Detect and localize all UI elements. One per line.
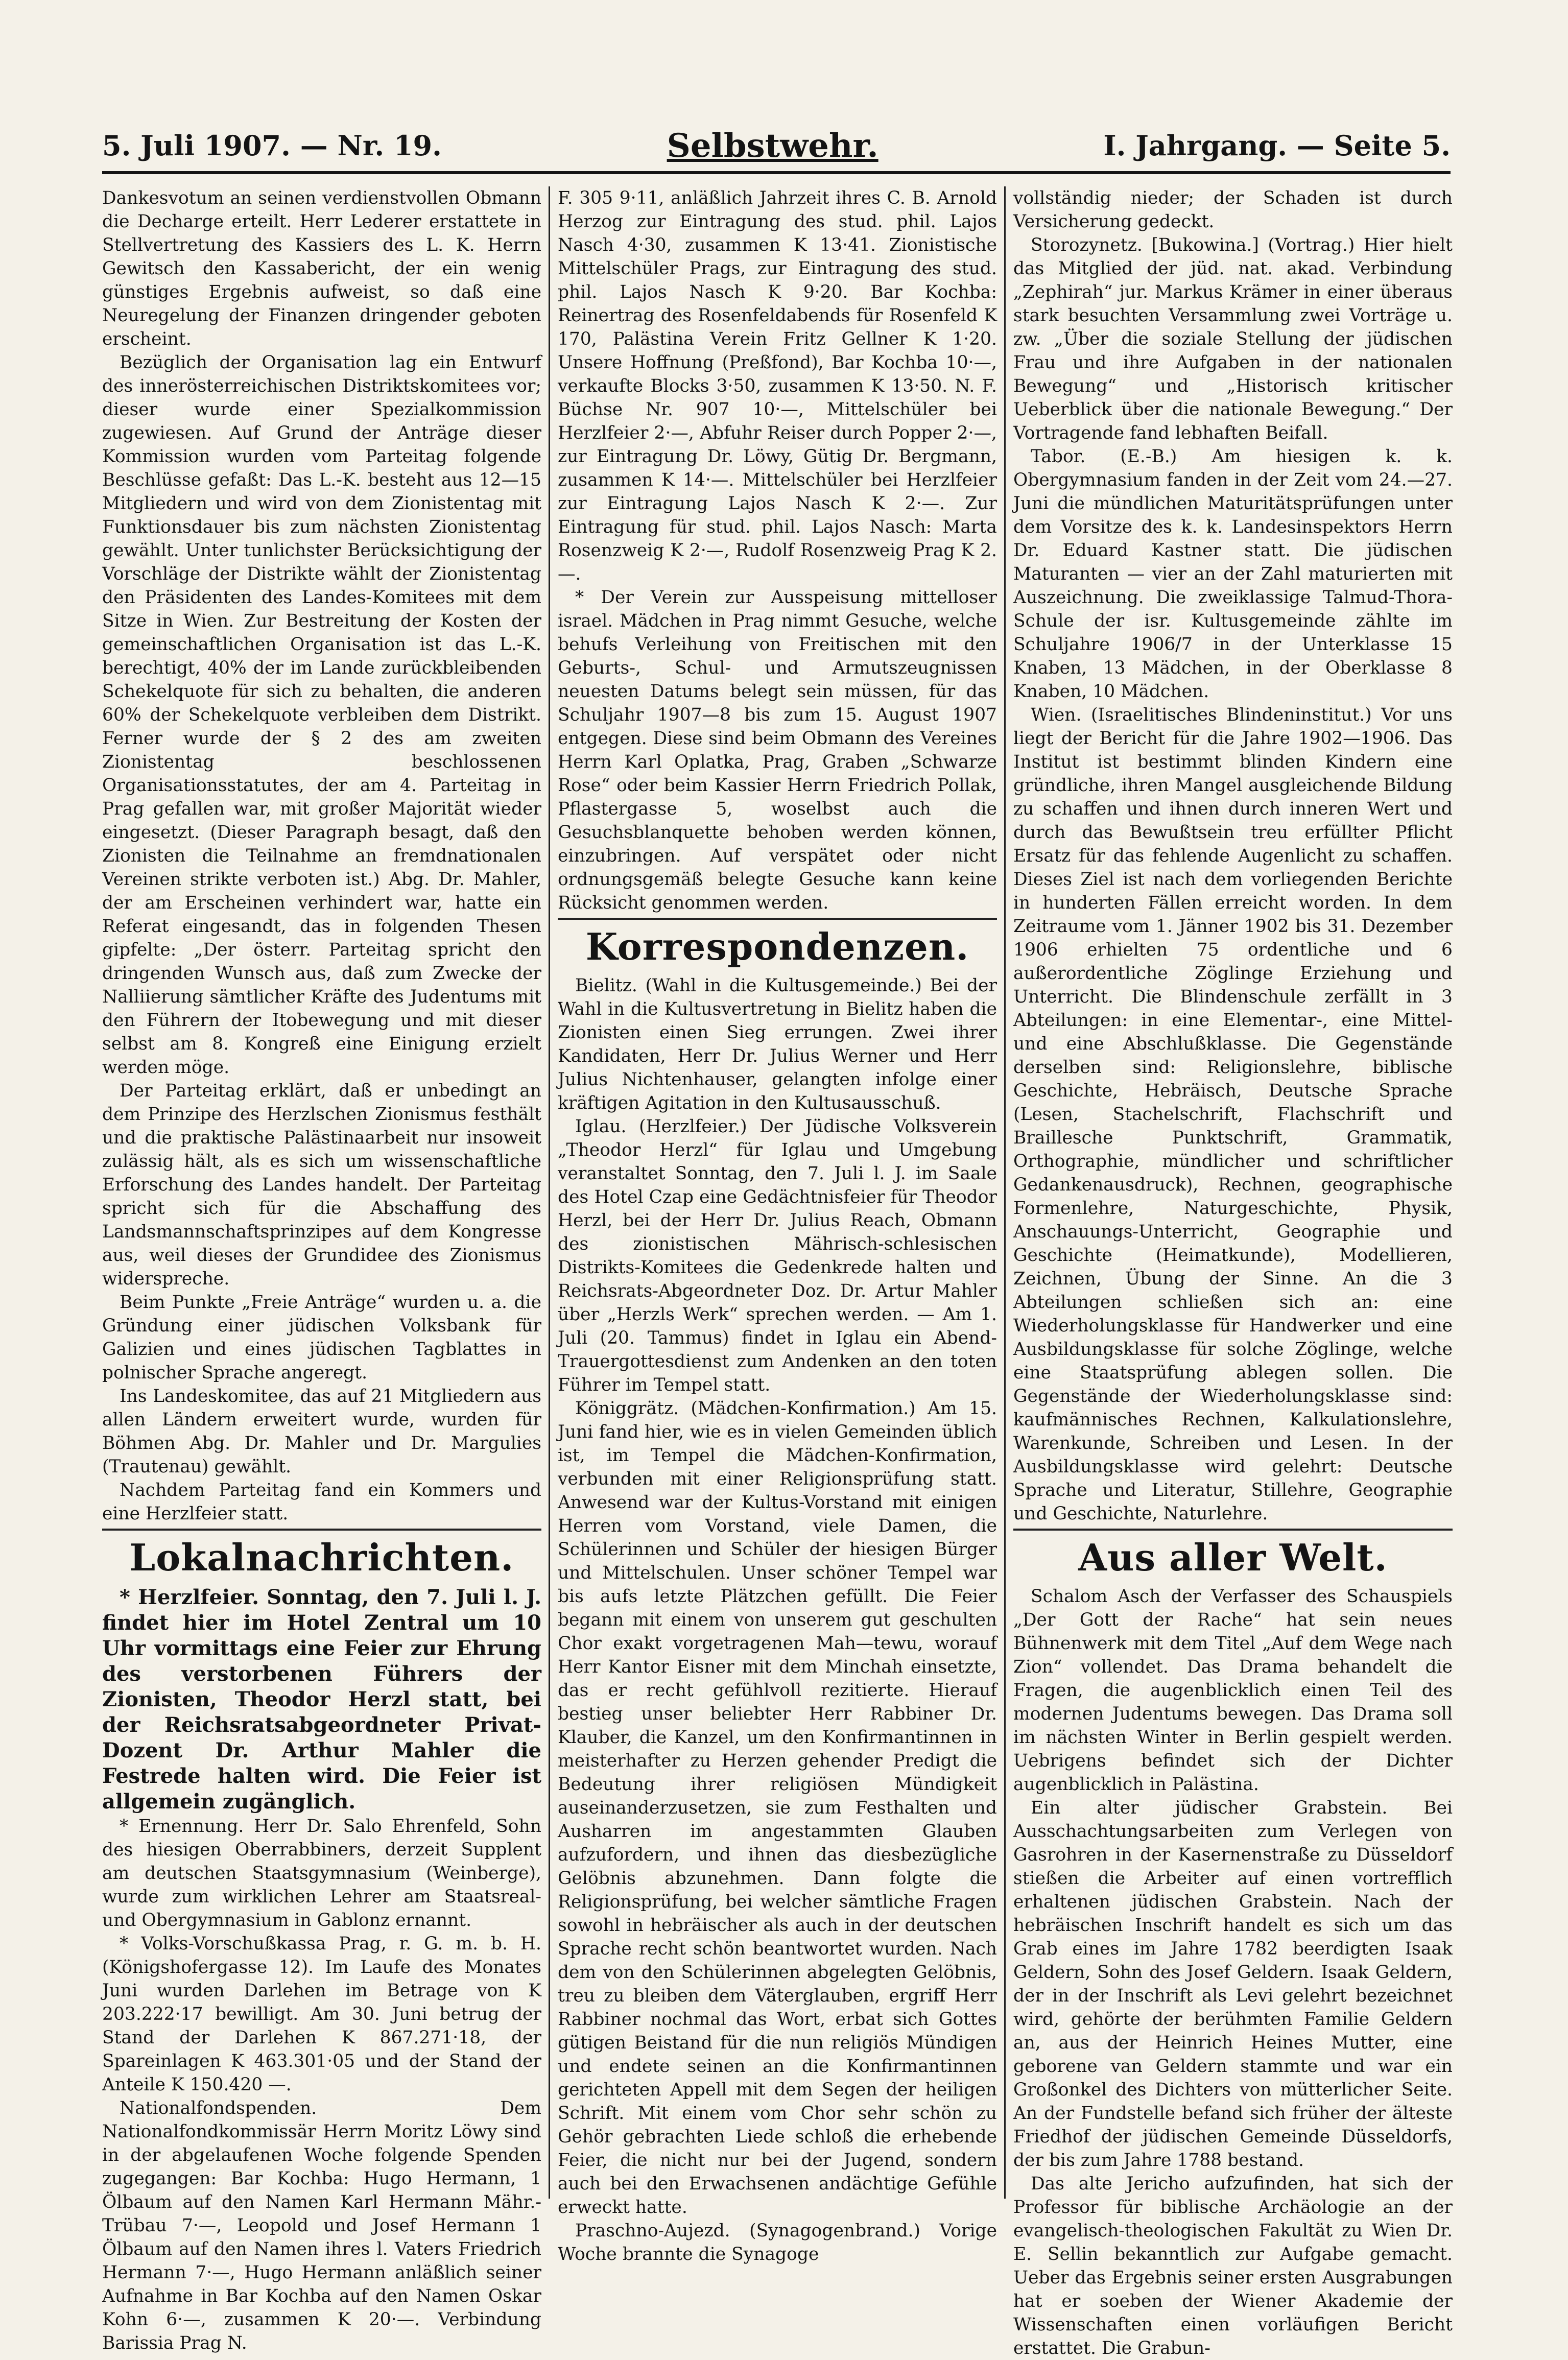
- column-2: [558, 186, 997, 2264]
- news-item-nationalfondspenden: Nationalfondspenden. Dem Nationalfondkommissär Herrn Moritz Löwy sind in der abgelaufenen Woche folgende Spenden zugegangen: Bar Kochba: Hugo Hermann, 1 Ölbaum auf den Namen Karl Hermann Mähr.-Trübau 7·—, Leopold und Josef Hermann 1 Ölbaum auf den Namen ihres l. Vaters Friedrich Hermann 7·—, Hugo Hermann anläßlich seiner Aufnahme in Bar Kochba auf den Namen Oskar Kohn 6·—, zusammen K 20·—. Verbindung Barissia Prag N.: [102, 2098, 541, 2353]
- correspondence-koeniggraetz: Königgrätz. (Mädchen-Konfirmation.) Am 15. Juni fand hier, wie es in vielen Gemeinden üblich ist, im Tempel die Mädchen-Konfirmation, verbunden mit einer Religionsprüfung statt. Anwesend war der Kultus-Vorstand mit einigen Herren vom Vorstand, viele Damen, die Schülerinnen und Schüler der hiesigen Bürger und Mittelschulen. Unser schöner Tempel war bis aufs letzte Plätzchen gefüllt. Die Feier begann mit einem von unserem gut geschulten Chor exakt vorgetragenen Mah—tewu, worauf Herr Kantor Eisner mit dem Minchah einsetzte, das er recht gefühlvoll rezitierte. Hierauf bestieg unser beliebter Herr Rabbiner Dr. Klauber, die Kanzel, um den Konfirmantinnen in meisterhafter zu Herzen gehender Predigt die Bedeutung ihrer religiösen Mündigkeit auseinanderzusetzen, sie zum Festhalten und Ausharren im angestammten Glauben aufzufordern, und ihnen das diesbezügliche Gelöbnis abzunehmen. Dann folgte die Religionsprüfung, bei welcher sämtliche Fragen sowohl in hebräischer als auch in der deutschen Sprache recht schön beantwortet wurden. Nach dem von den Schülerinnen abgelegten Gelöbnis, treu zu bleiben dem Väterglauben, ergriff Herr Rabbiner nochmal das Wort, erbat sich Gottes gütigen Beistand für die nun religiös Mündigen und endete seinen an die Konfirmantinnen gerichteten Appell mit dem Segen der heiligen Schrift. Mit einem vom Chor sehr schön zu Gehör gebrachten Liede schloß die erhebende Feier, die nicht nur bei der Jugend, sondern auch bei den Erwachsenen andächtige Gefühle erweckt hatte.: [558, 1398, 997, 2218]
- correspondence-tabor: Tabor. (E.-B.) Am hiesigen k. k. Obergymnasium fanden in der Zeit vom 24.—27. Juni die mündlichen Maturitätsprüfungen unter dem Vorsitze des k. k. Landesinspektors Herrn Dr. Eduard Kastner statt. Die jüdischen Maturanten — vier an der Zahl maturierten mit Auszeichnung. Die zweiklassige Talmud-Thora-Schule der isr. Kultusgemeinde zählte im Schuljahre 1906/7 in der Unterklasse 15 Knaben, 13 Mädchen, in der Oberklasse 8 Knaben, 10 Mädchen.: [1013, 446, 1453, 702]
- masthead-title: Selbstwehr.: [667, 126, 878, 165]
- section-title-aus-aller-welt: Aus aller Welt.: [1078, 1536, 1388, 1579]
- article-paragraph: Ins Landeskomitee, das auf 21 Mitgliedern aus allen Ländern erweitert wurde, wurden für Böhmen Abg. Dr. Mahler und Dr. Margulies (Trautenau) gewählt.: [102, 1386, 541, 1477]
- column-3: [1013, 186, 1453, 2358]
- column-1: [102, 186, 541, 2353]
- news-item-jericho: Das alte Jericho aufzufinden, hat sich der Professor für biblische Archäologie an der evangelisch-theologischen Fakultät zu Wien Dr. E. Sellin bekanntlich zur Aufgabe gemacht. Ueber das Ergebnis seiner ersten Ausgrabungen hat er soeben der Wiener Akademie der Wissenschaften einen vorläufigen Bericht erstattet. Die Grabun-: [1013, 2174, 1453, 2358]
- column-divider: [549, 186, 550, 2199]
- header-rule: [102, 171, 1451, 174]
- header-date-issue: 5. Juli 1907. — Nr. 19.: [102, 129, 442, 162]
- article-paragraph: Beim Punkte „Freie Anträge“ wurden u. a. die Gründung einer jüdischen Volksbank für Galizien und eines jüdischen Tagblattes in polnischer Sprache angeregt.: [102, 1292, 541, 1383]
- news-item-vorschusskassa: * Volks-Vorschußkassa Prag, r. G. m. b. H. (Königshofergasse 12). Im Laufe des Monates Juni wurden Darlehen im Betrage von K 203.222·17 bewilligt. Am 30. Juni betrug der Stand der Darlehen K 867.271·18, der Spareinlagen K 463.301·05 und der Stand der Anteile K 150.420 —.: [102, 1934, 541, 2095]
- correspondence-iglau: Iglau. (Herzlfeier.) Der Jüdische Volksverein „Theodor Herzl“ für Iglau und Umgebung veranstaltet Sonntag, den 7. Juli l. J. im Saale des Hotel Czap eine Gedächtnisfeier für Theodor Herzl, bei der Herr Dr. Julius Reach, Obmann des zionistischen Mährisch-schlesischen Distrikts-Komitees die Gedenkrede halten und Reichsrats-Abgeordneter Doz. Dr. Artur Mahler über „Herzls Werk“ sprechen werden. — Am 1. Juli (20. Tammus) findet in Iglau ein Abend-Trauergottesdienst zum Andenken an den toten Führer im Tempel statt.: [558, 1116, 997, 1395]
- correspondence-bielitz: Bielitz. (Wahl in die Kultusgemeinde.) Bei der Wahl in die Kultusvertretung in Bielitz haben die Zionisten einen Sieg errungen. Zwei ihrer Kandidaten, Herr Dr. Julius Werner und Herr Julius Nichtenhauser, gelangten infolge einer kräftigen Agitation in den Kultusausschuß.: [558, 975, 997, 1113]
- column-divider: [1004, 186, 1006, 2199]
- article-paragraph: Der Parteitag erklärt, daß er unbedingt an dem Prinzipe des Herzlschen Zionismus festhält und die praktische Palästinaarbeit nur insoweit zulässig hält, als es sich um wissenschaftliche Erforschung des Landes handelt. Der Parteitag spricht sich für die Abschaffung des Landsmannschaftsprinzipes auf dem Kongresse aus, weil dieses der Grundidee des Zionismus widerspreche.: [102, 1081, 541, 1289]
- news-item-grabstein: Ein alter jüdischer Grabstein. Bei Ausschachtungsarbeiten zum Verlegen von Gasrohren in der Kasernenstraße zu Düsseldorf stießen die Arbeiter auf einen vortrefflich erhaltenen jüdischen Grabstein. Nach der hebräischen Inschrift handelt es sich um das Grab eines im Jahre 1782 beerdigten Isaak Geldern, Sohn des Josef Geldern. Isaak Geldern, der in der Inschrift als Levi gelehrt bezeichnet wird, gehörte der berühmten Familie Geldern an, aus der Heinrich Heines Mutter, eine geborene van Geldern stammte und war ein Großonkel des Dichters von mütterlicher Seite. An der Fundstelle befand sich früher der älteste Friedhof der jüdischen Gemeinde Düsseldorfs, der bis zum Jahre 1788 bestand.: [1013, 1798, 1453, 2171]
- page-header: [102, 123, 1451, 169]
- section-rule: [102, 1529, 541, 1531]
- correspondence-storozynetz: Storozynetz. [Bukowina.] (Vortrag.) Hier hielt das Mitglied der jüd. nat. akad. Verbindung „Zephirah“ jur. Markus Krämer in einer überaus stark besuchten Versammlung zwei Vorträge u. zw. „Über die soziale Stellung der jüdischen Frau und ihre Aufgaben in der nationalen Bewegung“ und „Historisch kritischer Ueberblick über die nationale Bewegung.“ Der Vortragende fand lebhaften Beifall.: [1013, 235, 1453, 443]
- article-paragraph: Dankesvotum an seinen verdienstvollen Obmann die Decharge erteilt. Herr Lederer erstattete in Stellvertretung des Kassiers des L. K. Herrn Gewitsch den Kassabericht, der ein wenig günstiges Ergebnis aufweist, so daß eine Neuregelung der Finanzen dringender geboten erscheint.: [102, 188, 541, 349]
- news-item-ausspeisung: * Der Verein zur Ausspeisung mittelloser israel. Mädchen in Prag nimmt Gesuche, welche behufs Verleihung von Freitischen mit den Geburts-, Schul- und Armutszeugnissen neuesten Datums belegt sein müssen, für das Schuljahr 1907—8 bis zum 15. August 1907 entgegen. Diese sind beim Obmann des Vereines Herrn Karl Oplatka, Prag, Graben „Schwarze Rose“ oder beim Kassier Herrn Friedrich Pollak, Pflastergasse 5, woselbst auch die Gesuchsblanquette behoben werden können, einzubringen. Auf verspätet oder nicht ordnungsgemäß belegte Gesuche kann keine Rücksicht genommen werden.: [558, 587, 997, 913]
- article-paragraph: vollständig nieder; der Schaden ist durch Versicherung gedeckt.: [1013, 188, 1453, 232]
- section-rule: [1013, 1529, 1453, 1531]
- header-volume-page: I. Jahrgang. — Seite 5.: [1103, 129, 1451, 162]
- news-item-ernennung: * Ernennung. Herr Dr. Salo Ehrenfeld, Sohn des hiesigen Oberrabbiners, derzeit Supplent am deutschen Staatsgymnasium (Weinberge), wurde zum wirklichen Lehrer am Staatsreal- und Obergymnasium in Gablonz ernannt.: [102, 1816, 541, 1930]
- correspondence-praschno-aujezd: Praschno-Aujezd. (Synagogenbrand.) Vorige Woche brannte die Synagoge: [558, 2221, 997, 2264]
- correspondence-wien: Wien. (Israelitisches Blindeninstitut.) Vor uns liegt der Bericht für die Jahre 1902—1906. Das Institut ist bestimmt blinden Kindern eine gründliche, ihren Mangel ausgleichende Bildung zu schaffen und ihnen durch inneren Wert und durch das Bewußtsein treu erfüllter Pflicht Ersatz für das fehlende Augenlicht zu schaffen. Dieses Ziel ist nach dem vorliegenden Berichte in hunderten Fällen erreicht worden. In dem Zeitraume vom 1. Jänner 1902 bis 31. Dezember 1906 erhielten 75 ordentliche und 6 außerordentliche Zöglinge Erziehung und Unterricht. Die Blindenschule zerfällt in 3 Abteilungen: in eine Elementar-, eine Mittel- und eine Abschlußklasse. Die Gegenstände derselben sind: Religionslehre, biblische Geschichte, Hebräisch, Deutsche Sprache (Lesen, Stachelschrift, Flachschrift und Braillesche Punktschrift, Grammatik, Orthographie, mündlicher und schriftlicher Gedankenausdruck), Rechnen, geographische Formenlehre, Naturgeschichte, Physik, Anschauungs-Unterricht, Geographie und Geschichte (Heimatkunde), Modellieren, Zeichnen, Übung der Sinne. An die 3 Abteilungen schließen sich an: eine Wiederholungsklasse für Handwerker und eine Ausbildungsklasse für solche Zöglinge, welche eine Staatsprüfung ablegen sollen. Die Gegenstände der Wiederholungsklasse sind: kaufmännisches Rechnen, Kalkulationslehre, Warenkunde, Schreiben und Lesen. In der Ausbildungsklasse wird gelehrt: Deutsche Sprache und Literatur, Stillehre, Geographie und Geschichte, Naturlehre.: [1013, 705, 1453, 1524]
- announcement-herzlfeier: * Herzlfeier. Sonntag, den 7. Juli l. J. findet hier im Hotel Zentral um 10 Uhr vormittags eine Feier zur Ehrung des verstorbenen Führers der Zionisten, Theodor Herzl statt, bei der Reichsratsabgeordneter Privat-Dozent Dr. Arthur Mahler die Festrede halten wird. Die Feier ist allgemein zugänglich.: [102, 1585, 541, 1814]
- section-rule: [558, 918, 997, 920]
- article-paragraph: F. 305 9·11, anläßlich Jahrzeit ihres C. B. Arnold Herzog zur Eintragung des stud. phil. Lajos Nasch 4·30, zusammen K 13·41. Zionistische Mittelschüler Prags, zur Eintragung des stud. phil. Lajos Nasch K 9·20. Bar Kochba: Reinertrag des Rosenfeldabends für Rosenfeld K 170, Palästina Verein Fritz Gellner K 1·20. Unsere Hoffnung (Preßfond), Bar Kochba 10·—, verkaufte Blocks 3·50, zusammen K 13·50. N. F. Büchse Nr. 907 10·—, Mittelschüler bei Herzlfeier 2·—, Abfuhr Reiser durch Popper 2·—, zur Eintragung Dr. Löwy, Gütig Dr. Bergmann, zusammen K 14·—. Mittelschüler bei Herzlfeier zur Eintragung Lajos Nasch K 2·—. Zur Eintragung für stud. phil. Lajos Nasch: Marta Rosenzweig K 2·—, Rudolf Rosenzweig Prag K 2.—.: [558, 188, 997, 584]
- section-title-korrespondenzen: Korrespondenzen.: [585, 925, 969, 968]
- article-paragraph: Bezüglich der Organisation lag ein Entwurf des innerösterreichischen Distriktskomitees vor; dieser wurde einer Spezialkommission zugewiesen. Auf Grund der Anträge dieser Kommission wurden vom Parteitag folgende Beschlüsse gefaßt: Das L.-K. besteht aus 12—15 Mitgliedern und wird von dem Zionistentag mit Funktionsdauer bis zum nächsten Zionistentag gewählt. Unter tunlichster Berücksichtigung der Vorschläge der Distrikte wählt der Zionistentag den Präsidenten des Landes-Komitees mit dem Sitze in Wien. Zur Bestreitung der Kosten der gemeinschaftlichen Organisation ist das L.-K. berechtigt, 40% der im Lande zurückbleibenden Schekelquote für sich zu behalten, die anderen 60% der Schekelquote verbleiben dem Distrikt. Ferner wurde der § 2 des am zweiten Zionistentag beschlossenen Organisationsstatutes, der am 4. Parteitag in Prag gefallen war, mit großer Majorität wieder eingesetzt. (Dieser Paragraph besagt, daß den Zionisten die Teilnahme an fremdnationalen Vereinen strikte verboten ist.) Abg. Dr. Mahler, der am Erscheinen verhindert war, hatte ein Referat eingesandt, das in folgenden Thesen gipfelte: „Der österr. Parteitag spricht den dringenden Wunsch aus, daß zum Zwecke der Nalliierung sämtlicher Kräfte des Judentums mit den Führern der Itobewegung und mit dieser selbst am 8. Kongreß eine Einigung erzielt werden möge.: [102, 352, 541, 1078]
- section-title-lokalnachrichten: Lokalnachrichten.: [129, 1536, 514, 1579]
- article-paragraph: Nachdem Parteitag fand ein Kommers und eine Herzlfeier statt.: [102, 1480, 541, 1524]
- news-item-schalom-asch: Schalom Asch der Verfasser des Schauspiels „Der Gott der Rache“ hat sein neues Bühnenwerk mit dem Titel „Auf dem Wege nach Zion“ vollendet. Das Drama behandelt die Fragen, die augenblicklich einen Teil des modernen Judentums bewegen. Das Drama soll im nächsten Winter in Berlin gespielt werden. Uebrigens befindet sich der Dichter augenblicklich in Palästina.: [1013, 1586, 1453, 1795]
